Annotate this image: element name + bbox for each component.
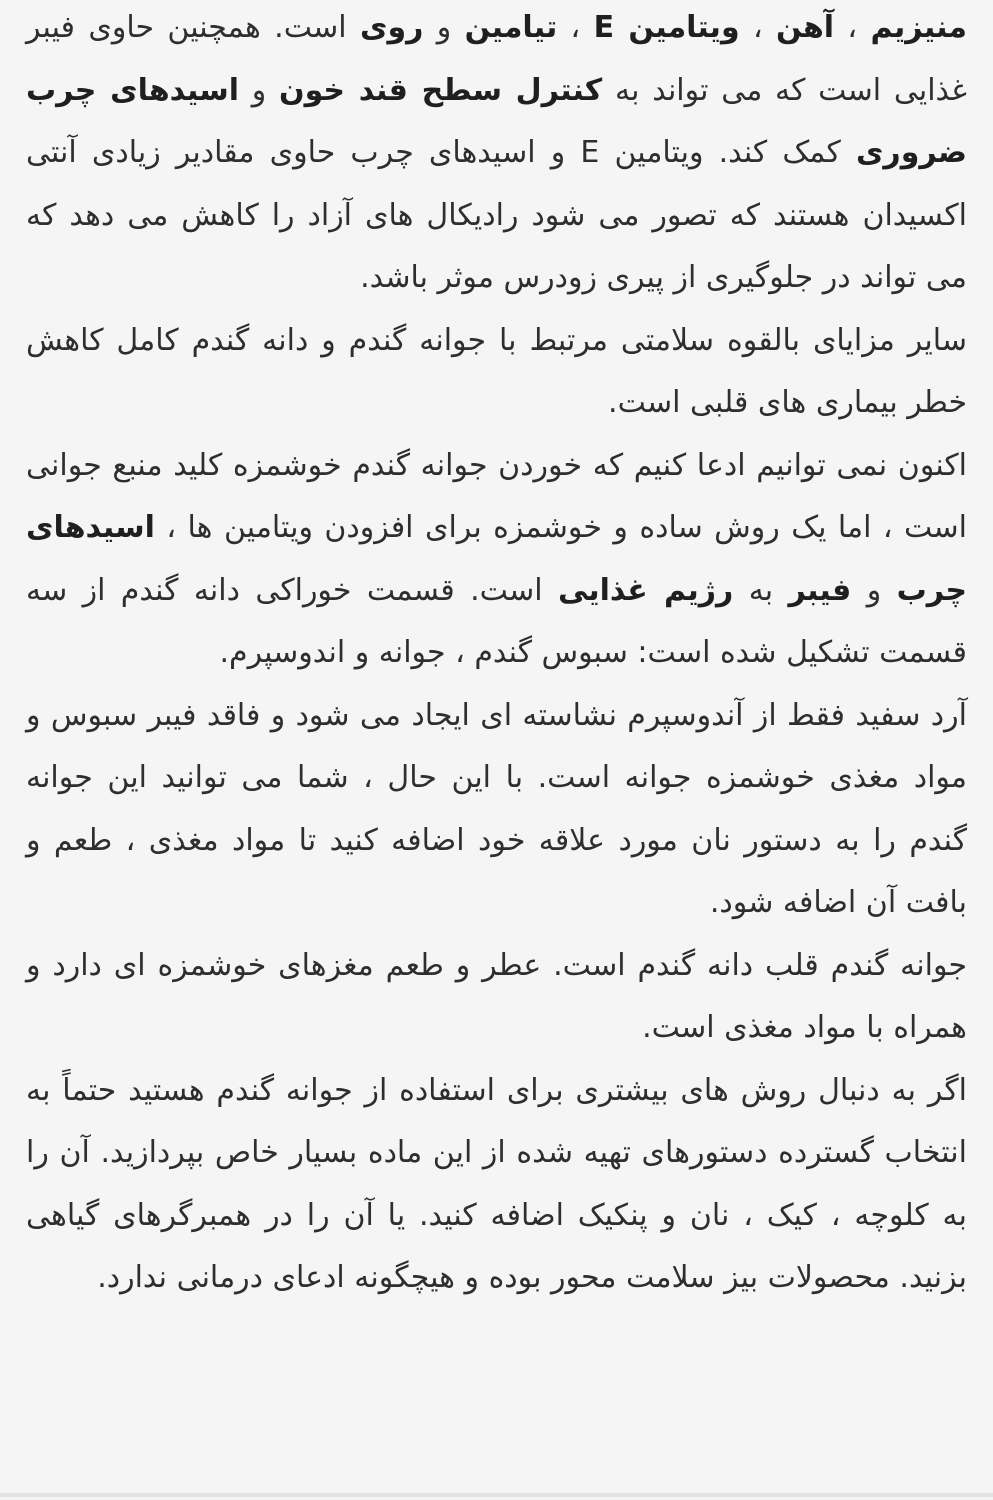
text-span: ، xyxy=(557,10,594,45)
paragraph-wheat-heart xyxy=(26,935,967,1060)
bold-term: اسیدهای چرب ضروری xyxy=(26,72,968,170)
text-span: جوانه گندم قلب دانه گندم است. عطر و طعم مغزهای خوشمزه ای دارد و همراه با مواد مغذی است. xyxy=(26,947,967,1045)
text-span: سایر مزایای بالقوه سلامتی مرتبط با جوانه گندم و دانه گندم کامل کاهش خطر بیماری های قلبی است. xyxy=(26,322,967,420)
bold-term: فیبر xyxy=(788,572,852,608)
text-span: است. همچنین حاوی فیبر غذایی است که می تواند به xyxy=(26,10,967,108)
text-span: است. قسمت خوراکی دانه گندم از سه قسمت تشکیل شده است: سبوس گندم ، جوانه و اندوسپرم. xyxy=(26,572,967,670)
bold-term: اسیدهای چرب xyxy=(26,510,968,608)
text-span: ، xyxy=(739,10,776,45)
paragraph-heart-benefits xyxy=(26,310,967,435)
bold-term: آهن xyxy=(775,10,835,45)
paragraph-youth-source xyxy=(26,435,967,685)
bold-term: منیزیم xyxy=(870,10,967,45)
text-span: اکنون نمی توانیم ادعا کنیم که خوردن جوانه گندم خوشمزه کلید منبع جوانی است ، اما یک روش ساده و خوشمزه برای افزودن ویتامین ها ، xyxy=(26,447,967,545)
bold-term: کنترل سطح قند خون xyxy=(279,72,603,108)
text-span: و xyxy=(239,72,280,108)
text-span: به xyxy=(733,572,789,608)
paragraph-recipes xyxy=(26,1060,967,1310)
paragraph-white-flour xyxy=(26,685,967,935)
text-span: و xyxy=(851,572,897,608)
bold-term: تیامین xyxy=(464,10,558,45)
text-span: آرد سفید فقط از آندوسپرم نشاسته ای ایجاد می شود و فاقد فیبر سبوس و مواد مغذی خوشمزه جوانه است. با این حال ، شما می توانید این جوانه گندم را به دستور نان مورد علاقه خود اضافه کنید تا مواد مغذی ، طعم و بافت آن اضافه شود. xyxy=(26,697,967,920)
bold-term: رژیم غذایی xyxy=(557,572,734,608)
text-span: اگر به دنبال روش های بیشتری برای استفاده از جوانه گندم هستید حتماً به انتخاب گسترده دستورهای تهیه شده از این ماده بسیار خاص بپردازید. آن را به کلوچه ، کیک ، نان و پنکیک اضافه کنید. یا آن را در همبرگرهای گیاهی بزنید. محصولات بیز سلامت محور بوده و هیچگونه ادعای درمانی ندارد. xyxy=(26,1072,967,1295)
bottom-divider xyxy=(0,1493,993,1497)
text-span: کمک کند. ویتامین E و اسیدهای چرب حاوی مقادیر زیادی آنتی اکسیدان هستند که تصور می شود رادیکال های آزاد را کاهش می دهد که می تواند در جلوگیری از پیری زودرس موثر باشد. xyxy=(26,135,967,295)
text-span: و xyxy=(423,10,465,45)
bold-term: روی xyxy=(360,10,424,45)
paragraph-nutrients xyxy=(26,0,967,310)
text-span: ، xyxy=(834,10,871,45)
bold-term: ویتامین E xyxy=(593,10,740,45)
